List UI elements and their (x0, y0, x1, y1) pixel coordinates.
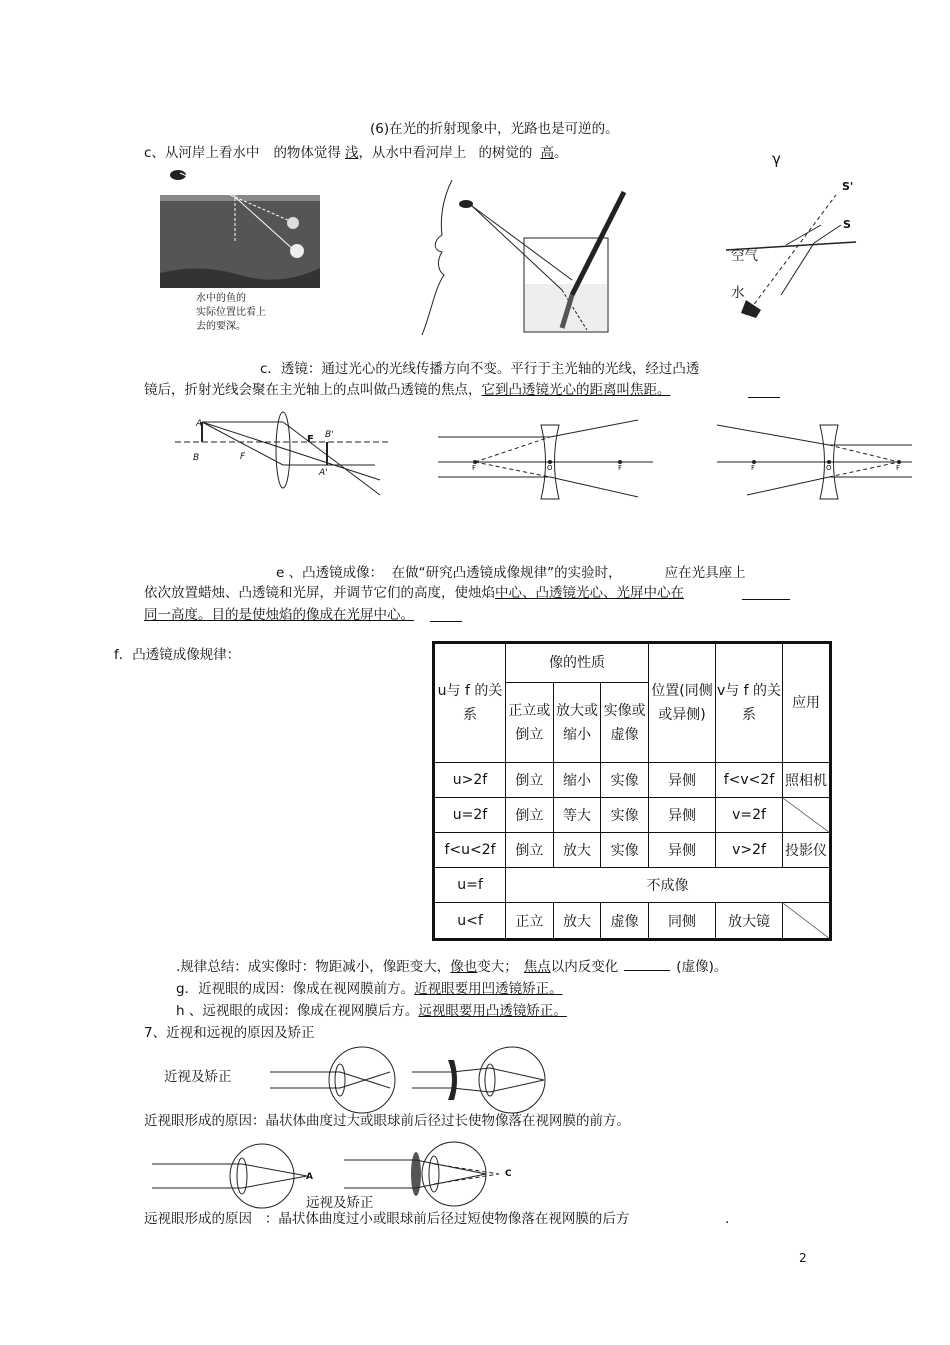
label-f2: F (307, 434, 314, 445)
label-a-prime: A' (319, 468, 328, 478)
ray (550, 420, 638, 437)
cell-application-empty (783, 798, 831, 833)
label-c-eye: C (505, 1169, 512, 1179)
rules-title: f．凸透镜成像规律： (114, 647, 241, 663)
label-a: A (196, 419, 203, 429)
label-s: S (843, 218, 851, 231)
imaging-blank (742, 587, 790, 600)
cell-size: 等大 (553, 798, 601, 833)
pencil-glass-figure (412, 180, 642, 335)
lens-line-2b: 它到凸透镜光心的距离叫焦距。 (481, 382, 671, 398)
convex-lens-figure (175, 410, 390, 502)
c-shallow: 浅 (344, 145, 359, 161)
ray-line (472, 206, 572, 280)
rule-summary-d: 焦点 (523, 959, 551, 975)
cell-v-f: f<v<2f (716, 763, 783, 798)
ray-virtual (475, 462, 550, 477)
rule-summary-b: 像也 (450, 959, 478, 975)
imaging-line-2 (144, 584, 684, 602)
label-o: O (547, 464, 553, 472)
cell-real: 虚像 (601, 903, 649, 940)
eye-lens (237, 1158, 247, 1194)
ray (202, 422, 380, 480)
cell-real: 实像 (601, 798, 649, 833)
label-o: O (826, 464, 832, 472)
eyeball (329, 1047, 395, 1113)
table-row (434, 868, 831, 903)
section-7-heading: 7、近视和远视的原因及矫正 (144, 1025, 315, 1041)
label-b-prime: B' (325, 430, 334, 440)
fish-icon (741, 300, 761, 318)
myopia-corrected-figure (412, 1044, 547, 1116)
eye-lens (335, 1064, 345, 1096)
hyper-b: 远视眼要用凸透镜矫正。 (418, 1003, 567, 1019)
hyperopia-label: 远视及矫正 (306, 1195, 374, 1211)
label-a-eye: A (306, 1172, 313, 1182)
fish-refraction-figure (160, 163, 320, 288)
ray (490, 1068, 544, 1080)
ray-water (781, 243, 814, 295)
c-mid3: 的树觉的 (478, 145, 533, 161)
pencil (572, 192, 624, 295)
imaging-blank-2 (430, 609, 462, 622)
cell-size: 缩小 (553, 763, 601, 798)
ray (490, 1080, 544, 1092)
fish-caption-line: 去的要深。 (196, 321, 246, 332)
eyeball (479, 1047, 545, 1113)
cell-no-image: 不成像 (506, 868, 831, 903)
cell-upright: 倒立 (506, 763, 554, 798)
c-refraction-line (144, 144, 567, 162)
hyperopia-cause: 远视眼形成的原因 ：晶状体曲度过小或眼球前后径过短使物像落在视网膜的后方 (144, 1211, 630, 1227)
imaging-line-3b: 目的是使烛焰的像成在光屏中心。 (211, 607, 414, 623)
myopia-eye-figure (270, 1044, 400, 1116)
eye-icon (459, 200, 473, 208)
cell-u-f: u<f (434, 903, 506, 940)
imaging-line-2a: 依次放置蜡烛、凸透镜和光屏，并调节它们的高度，使烛焰 (144, 585, 495, 601)
ray-virtual (434, 1164, 499, 1174)
cell-upright: 倒立 (506, 798, 554, 833)
table-row (434, 763, 831, 798)
header-nature: 像的性质 (506, 643, 649, 683)
myopia-cause: 近视眼形成的原因：晶状体曲度过大或眼球前后径过长使物像落在视网膜的前方。 (144, 1113, 630, 1129)
imaging-line-2b: 中心、凸透镜光心、光屏中心在 (495, 585, 684, 601)
label-s-prime: S' (842, 180, 854, 193)
ray-air (814, 225, 841, 243)
cell-real: 实像 (601, 763, 649, 798)
dashed-ray (746, 195, 836, 315)
ray (452, 1068, 490, 1072)
table-row (434, 833, 831, 868)
header-upright: 正立或倒立 (506, 683, 554, 763)
concave-lens-figure-2 (717, 415, 912, 500)
label-f-right: F (896, 464, 901, 472)
cell-position: 异侧 (649, 833, 716, 868)
imaging-line-1: e 、凸透镜成像： 在做“研究凸透镜成像规律”的实验时， 应在光具座上 (276, 565, 746, 581)
eyeball (230, 1144, 294, 1208)
label-f-right: F (618, 464, 623, 472)
label-f-left: F (751, 464, 756, 472)
cell-v-f: 放大镜 (716, 903, 783, 940)
ray (452, 1088, 490, 1092)
concave-lens-figure-1 (438, 415, 653, 500)
cell-real: 实像 (601, 833, 649, 868)
cell-application: 投影仪 (783, 833, 831, 868)
ray-virtual (829, 445, 899, 462)
lens-line-1: c．透镜：通过光心的光线传播方向不变。平行于主光轴的光线，经过凸透 (260, 361, 700, 377)
ray (550, 477, 638, 497)
label-f-left: F (472, 464, 477, 472)
eyeball (422, 1142, 486, 1206)
fish-caption-line: 实际位置比看上 (196, 307, 266, 318)
ray (242, 1176, 307, 1188)
ray-air (180, 173, 235, 197)
hyperopia-cause-line (176, 1002, 567, 1020)
imaging-line-3a: 同一高度。 (144, 607, 212, 623)
page-number: 2 (799, 1251, 807, 1265)
cell-u-f: u>2f (434, 763, 506, 798)
ray (717, 425, 829, 445)
header-application: 应用 (783, 643, 831, 763)
label-air: 空气 (731, 248, 758, 264)
c-mid1: 的物体觉得 (273, 145, 341, 161)
lens-line-2 (144, 381, 671, 399)
myopia-b: 近视眼要用凹透镜矫正。 (414, 981, 563, 997)
myopia-a: g．近视眼的成因：像成在视网膜前方。 (176, 981, 415, 997)
label-water: 水 (731, 285, 745, 301)
gamma-symbol: γ (772, 150, 781, 168)
cell-application: 照相机 (783, 763, 831, 798)
header-real: 实像或虚像 (601, 683, 649, 763)
myopia-cause-line (176, 980, 563, 998)
header-position: 位置(同侧或异侧) (649, 643, 716, 763)
concave-lens (448, 1060, 457, 1100)
table-row (434, 798, 831, 833)
rule-summary (176, 958, 727, 976)
rule-summary-f: (虚像)。 (676, 959, 728, 975)
cell-upright: 倒立 (506, 833, 554, 868)
reversible-line: (6)在光的折射现象中，光路也是可逆的。 (370, 121, 619, 137)
header-u-f: u与 f 的关系 (434, 643, 506, 763)
table-header-row (434, 643, 831, 683)
rule-summary-e: 以内反变化 (550, 959, 619, 975)
real-fish-icon (290, 244, 304, 258)
cell-upright: 正立 (506, 903, 554, 940)
cell-u-f: f<u<2f (434, 833, 506, 868)
fish-caption-line: 水中的鱼的 (196, 293, 246, 304)
cell-v-f: v=2f (716, 798, 783, 833)
cell-v-f: v>2f (716, 833, 783, 868)
hyper-a: h 、远视眼的成因：像成在视网膜后方。 (176, 1003, 419, 1019)
imaging-line-3 (144, 606, 414, 624)
header-size: 放大或缩小 (553, 683, 601, 763)
face-profile (422, 180, 452, 335)
ray (242, 1164, 307, 1176)
hyperopia-end: . (725, 1211, 730, 1227)
ray-line (472, 206, 562, 290)
cell-position: 异侧 (649, 763, 716, 798)
cell-u-f: u=2f (434, 798, 506, 833)
lens-line-2a: 镜后，折射光线会聚在主光轴上的点叫做凸透镜的焦点， (144, 382, 482, 398)
c-prefix: c、从河岸上看水中 (144, 145, 260, 161)
lens-blank (748, 385, 780, 398)
ray-virtual (829, 462, 899, 477)
header-v-f: v与 f 的关系 (716, 643, 783, 763)
hyperopia-eye-figure (152, 1140, 322, 1212)
cell-position: 异侧 (649, 798, 716, 833)
ray-virtual (475, 437, 550, 462)
label-f: F (240, 452, 246, 462)
water-surface (160, 195, 320, 201)
ray (747, 477, 829, 495)
convex-lens (411, 1152, 421, 1196)
table-row (434, 903, 831, 940)
ray-virtual (434, 1174, 499, 1184)
eye-lens (429, 1156, 439, 1192)
c-mid2: ，从水中看河岸上 (358, 145, 467, 161)
rule-summary-c: 变大； (477, 959, 518, 975)
apparent-fish-icon (287, 217, 299, 229)
rule-summary-blank (624, 958, 670, 971)
cell-u-f: u=f (434, 868, 506, 903)
cell-position: 同侧 (649, 903, 716, 940)
cell-size: 放大 (553, 903, 601, 940)
lens-rules-table (432, 641, 832, 941)
c-end: 。 (553, 145, 568, 161)
cell-application-empty (783, 903, 831, 940)
fish-caption (196, 292, 266, 334)
myopia-label: 近视及矫正 (164, 1069, 232, 1085)
rule-summary-a: .规律总结：成实像时：物距减小，像距变大， (176, 959, 451, 975)
cell-size: 放大 (553, 833, 601, 868)
c-high: 高 (540, 145, 554, 161)
label-b: B (193, 453, 200, 463)
